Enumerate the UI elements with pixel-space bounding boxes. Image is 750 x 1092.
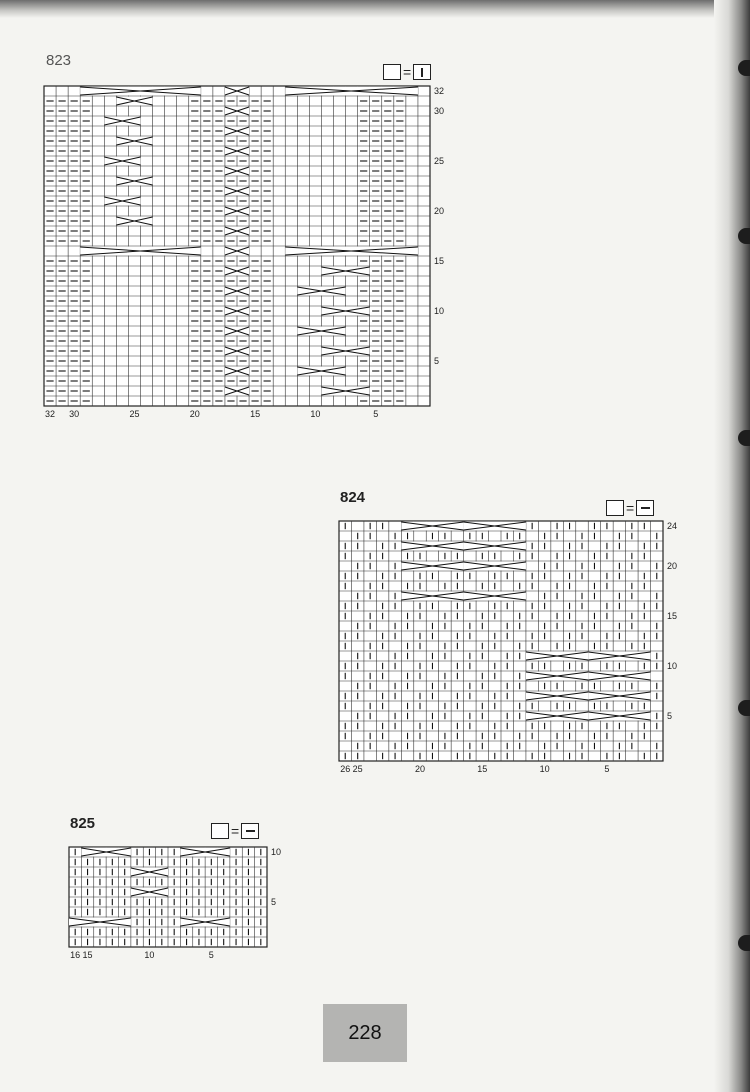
- binding-ring: [738, 430, 750, 446]
- column-number-label: 32: [45, 409, 56, 419]
- scan-shadow-top: [0, 0, 750, 18]
- column-number-label: 5: [208, 950, 214, 960]
- chart-824-title: 824: [340, 489, 366, 506]
- horizontal-bar-icon: [636, 500, 654, 516]
- binding-ring: [738, 935, 750, 951]
- equals-sign: =: [403, 64, 412, 80]
- row-number-label: 5: [271, 897, 277, 907]
- column-number-label: 15: [82, 950, 93, 960]
- chart-823-grid: [44, 86, 444, 426]
- row-number-label: 20: [434, 206, 445, 216]
- equals-sign: =: [231, 823, 240, 839]
- column-number-label: 10: [539, 764, 550, 774]
- chart-825-legend: [211, 823, 259, 839]
- binding-ring: [738, 228, 750, 244]
- row-number-label: 24: [667, 521, 678, 531]
- row-number-label: 5: [667, 711, 673, 721]
- column-number-label: 25: [129, 409, 140, 419]
- binding-shadow: [714, 0, 750, 1092]
- row-number-label: 10: [434, 306, 445, 316]
- column-number-label: 25: [352, 764, 363, 774]
- row-number-label: 5: [434, 356, 440, 366]
- column-number-label: 20: [189, 409, 200, 419]
- row-number-label: 25: [434, 156, 445, 166]
- row-number-label: 10: [667, 661, 678, 671]
- column-number-label: 5: [604, 764, 610, 774]
- column-number-label: 20: [414, 764, 426, 774]
- row-number-label: 30: [434, 106, 445, 116]
- row-number-label: 10: [271, 847, 282, 857]
- chart-824-grid: [339, 521, 694, 781]
- page-number: 228: [323, 1004, 407, 1062]
- binding-ring: [738, 700, 750, 716]
- chart-824-legend: [606, 500, 654, 516]
- empty-square-icon: [383, 64, 401, 80]
- column-number-label: 16: [70, 950, 81, 960]
- column-number-label: 15: [477, 764, 488, 774]
- row-number-label: 32: [434, 86, 445, 96]
- column-number-label: 5: [373, 409, 379, 419]
- chart-825-title: 825: [70, 815, 96, 832]
- column-number-label: 30: [69, 409, 80, 419]
- empty-square-icon: [211, 823, 229, 839]
- column-number-label: 26: [340, 764, 351, 774]
- equals-sign: =: [626, 500, 635, 516]
- empty-square-icon: [606, 500, 624, 516]
- column-number-label: 10: [144, 950, 155, 960]
- column-number-label: 15: [250, 409, 261, 419]
- row-number-label: 15: [434, 256, 445, 266]
- vertical-bar-icon: [413, 64, 431, 80]
- column-number-label: 10: [310, 409, 321, 419]
- horizontal-bar-icon: [241, 823, 259, 839]
- chart-825-grid: [69, 847, 289, 962]
- row-number-label: 15: [667, 611, 678, 621]
- binding-ring: [738, 60, 750, 76]
- chart-823-title: 823: [46, 52, 72, 69]
- row-number-label: 20: [667, 561, 678, 571]
- chart-823-legend: [383, 64, 431, 80]
